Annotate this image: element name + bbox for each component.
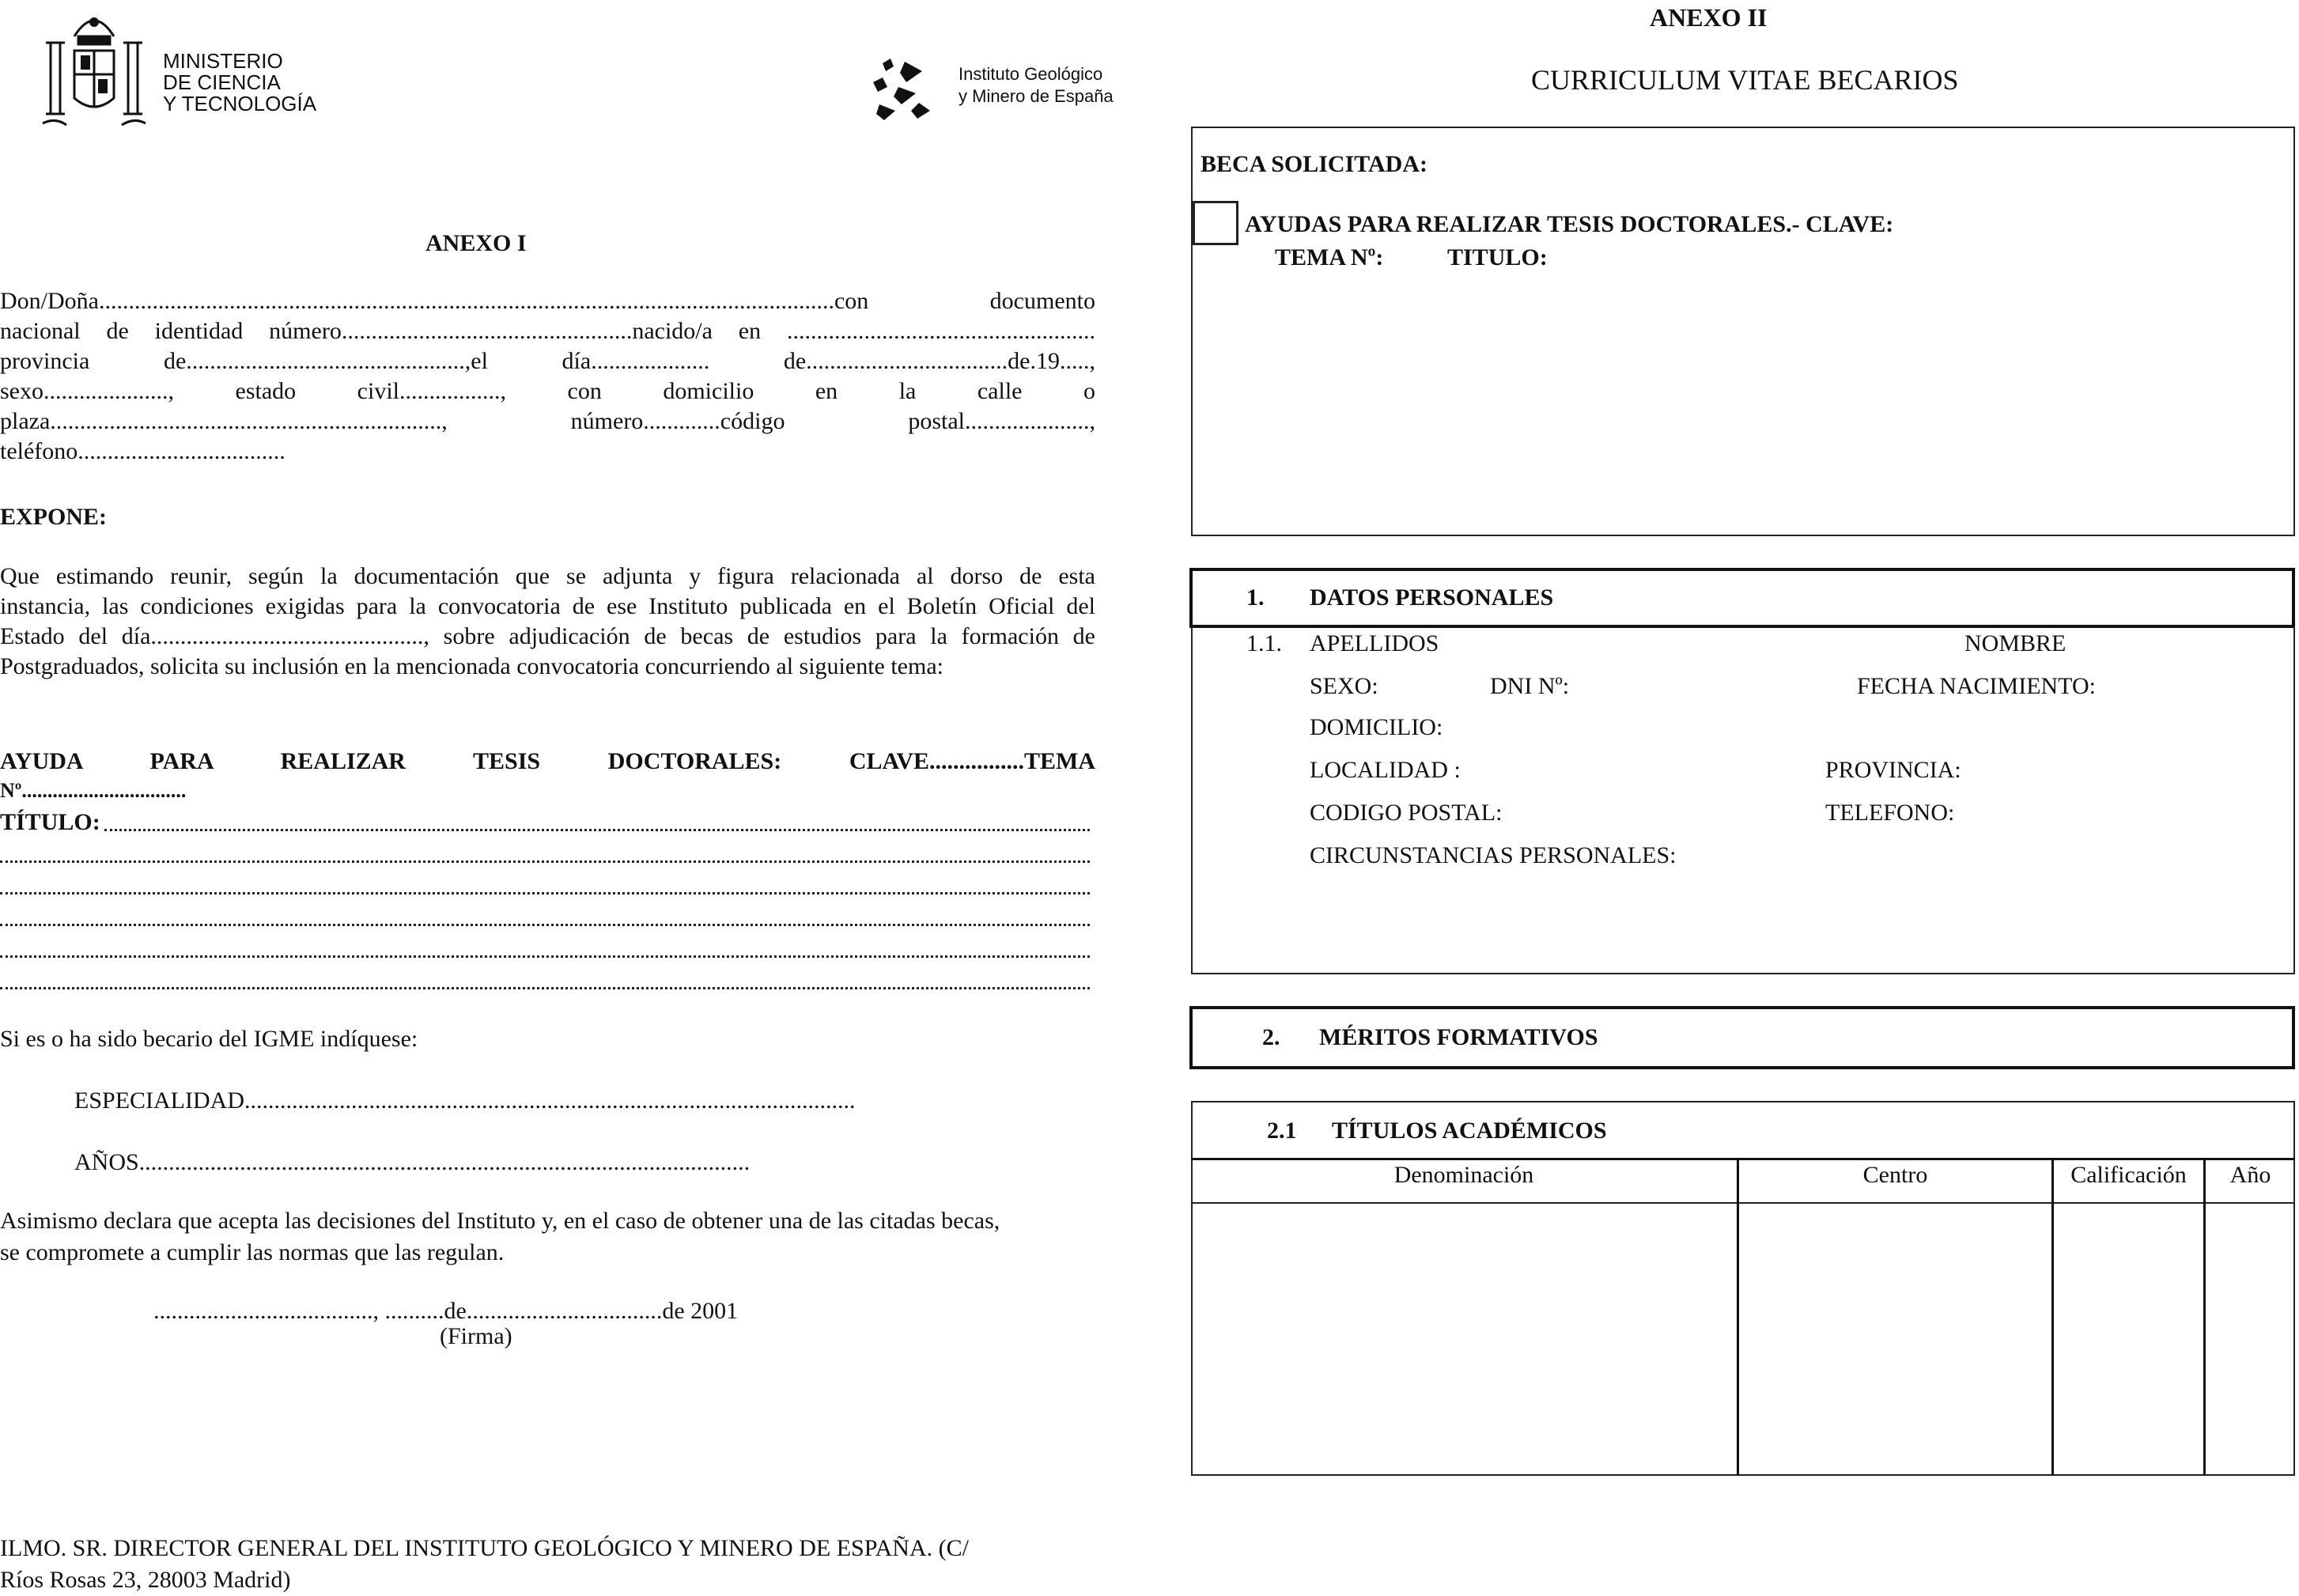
- ayudas-line: AYUDAS PARA REALIZAR TESIS DOCTORALES.- CLAVE:: [1245, 211, 1894, 237]
- personal-data-paragraph: [0, 286, 1095, 467]
- table-column-divider: [1737, 1158, 1739, 1476]
- especialidad-field: ESPECIALIDAD.......................................................................................................: [74, 1087, 856, 1114]
- table-column-divider: [2051, 1158, 2054, 1476]
- addressee-line-2: Ríos Rosas 23, 28003 Madrid): [0, 1567, 291, 1593]
- firma-label: (Firma): [440, 1323, 512, 1349]
- section1-number: 1.: [1246, 584, 1265, 611]
- titulo-dotted-line: [0, 987, 1090, 989]
- sub2-title: TÍTULOS ACADÉMICOS: [1332, 1118, 1607, 1144]
- titulo-label: TÍTULO:: [0, 809, 100, 835]
- becario-question: Si es o ha sido becario del IGME indíquese:: [0, 1026, 418, 1052]
- fecha-nacimiento-label: FECHA NACIMIENTO:: [1857, 673, 2096, 699]
- beca-solicitada-box: [1191, 127, 2295, 536]
- igme-name: [959, 63, 1114, 108]
- section2-number: 2.: [1262, 1024, 1280, 1050]
- beca-solicitada-label: BECA SOLICITADA:: [1201, 151, 1428, 177]
- table-header-ano: Año: [2229, 1162, 2271, 1188]
- nombre-label: NOMBRE: [1964, 630, 2066, 656]
- beca-checkbox[interactable]: [1193, 201, 1238, 245]
- section1-title: DATOS PERSONALES: [1310, 584, 1554, 611]
- titulo-dotted-line: [104, 829, 1090, 831]
- annex2-title: ANEXO II: [1650, 3, 1768, 32]
- numero-label: Nº................................: [0, 779, 187, 802]
- circunstancias-label: CIRCUNSTANCIAS PERSONALES:: [1310, 842, 1677, 868]
- sub-number: 1.1.: [1246, 630, 1282, 656]
- sub2-number: 2.1: [1267, 1118, 1297, 1144]
- table-header-centro: Centro: [1862, 1162, 1928, 1188]
- ministry-line-1: MINISTERIO: [163, 49, 283, 73]
- date-line: ....................................., ..........de.................................de 2001: [153, 1298, 739, 1324]
- personal-line: Don/Doña............................................................................................................................con documento: [0, 288, 1095, 314]
- expone-line: Estado del día.............................................., sobre adjudicación de becas de estudios para la formación de: [0, 623, 1095, 649]
- personal-line: teléfono...................................: [0, 438, 285, 464]
- ministry-line-2: DE CIENCIA: [163, 70, 281, 94]
- ayuda-line: [0, 747, 1095, 777]
- titulo-dotted-line: [0, 924, 1090, 926]
- titulo-dotted-line: [0, 892, 1090, 894]
- personal-line: plaza.................................................................., número.............código postal.....................,: [0, 408, 1095, 434]
- domicilio-label: DOMICILIO:: [1310, 714, 1443, 740]
- ministry-line-3: Y TECNOLOGÍA: [163, 92, 317, 115]
- section2-title: MÉRITOS FORMATIVOS: [1319, 1024, 1598, 1050]
- ministry-name: [163, 51, 316, 115]
- personal-line: sexo....................., estado civil................., con domicilio en la calle o: [0, 378, 1095, 404]
- apellidos-label: APELLIDOS: [1310, 630, 1439, 656]
- sexo-label: SEXO:: [1310, 673, 1378, 699]
- expone-paragraph: [0, 562, 1095, 682]
- codigo-postal-label: CODIGO POSTAL:: [1310, 800, 1503, 826]
- tema-label: TEMA Nº:: [1275, 244, 1384, 270]
- table-column-divider: [2203, 1158, 2206, 1476]
- table-header-calificacion: Calificación: [2070, 1162, 2187, 1188]
- annex1-title: ANEXO I: [425, 230, 527, 256]
- personal-line: provincia de...............................................,el día.................... de..................................de.19.....,: [0, 348, 1095, 374]
- personal-line: nacional de identidad número.................................................nacido/a en ....................................................: [0, 318, 1095, 344]
- annex2-subtitle: CURRICULUM VITAE BECARIOS: [1531, 64, 1959, 96]
- coat-of-arms-icon: [35, 5, 153, 135]
- igme-line-1: Instituto Geológico: [959, 64, 1103, 84]
- table-header-top-rule: [1191, 1158, 2295, 1160]
- localidad-label: LOCALIDAD :: [1310, 757, 1461, 783]
- dni-label: DNI Nº:: [1490, 673, 1570, 699]
- provincia-label: PROVINCIA:: [1825, 757, 1961, 783]
- titulo-dotted-line: [0, 860, 1090, 863]
- titulo-label-cv: TITULO:: [1447, 244, 1548, 270]
- expone-line: Postgraduados, solicita su inclusión en la mencionada convocatoria concurriendo al siguiente tema:: [0, 653, 943, 679]
- addressee-line-1: ILMO. SR. DIRECTOR GENERAL DEL INSTITUTO GEOLÓGICO Y MINERO DE ESPAÑA. (C/: [0, 1535, 969, 1561]
- titulo-dotted-line: [0, 955, 1090, 958]
- telefono-label: TELEFONO:: [1825, 800, 1955, 826]
- igme-logo-icon: [867, 55, 946, 127]
- igme-line-2: y Minero de España: [959, 86, 1114, 106]
- ayuda-text: AYUDA PARA REALIZAR TESIS DOCTORALES: CLAVE................TEMA: [0, 748, 1095, 774]
- table-header-bottom-rule: [1191, 1202, 2295, 1204]
- table-header-denominacion: Denominación: [1393, 1162, 1534, 1188]
- anos-field: AÑOS.......................................................................................................: [74, 1149, 751, 1175]
- expone-heading: EXPONE:: [0, 504, 107, 530]
- expone-line: instancia, las condiciones exigidas para la convocatoria de ese Instituto publicada en el Boletín Oficial del: [0, 593, 1095, 619]
- declaration-line-1: Asimismo declara que acepta las decisiones del Instituto y, en el caso de obtener una de las citadas becas,: [0, 1208, 1000, 1234]
- expone-line: Que estimando reunir, según la documentación que se adjunta y figura relacionada al dorso de esta: [0, 563, 1095, 589]
- declaration-line-2: se compromete a cumplir las normas que las regulan.: [0, 1239, 505, 1265]
